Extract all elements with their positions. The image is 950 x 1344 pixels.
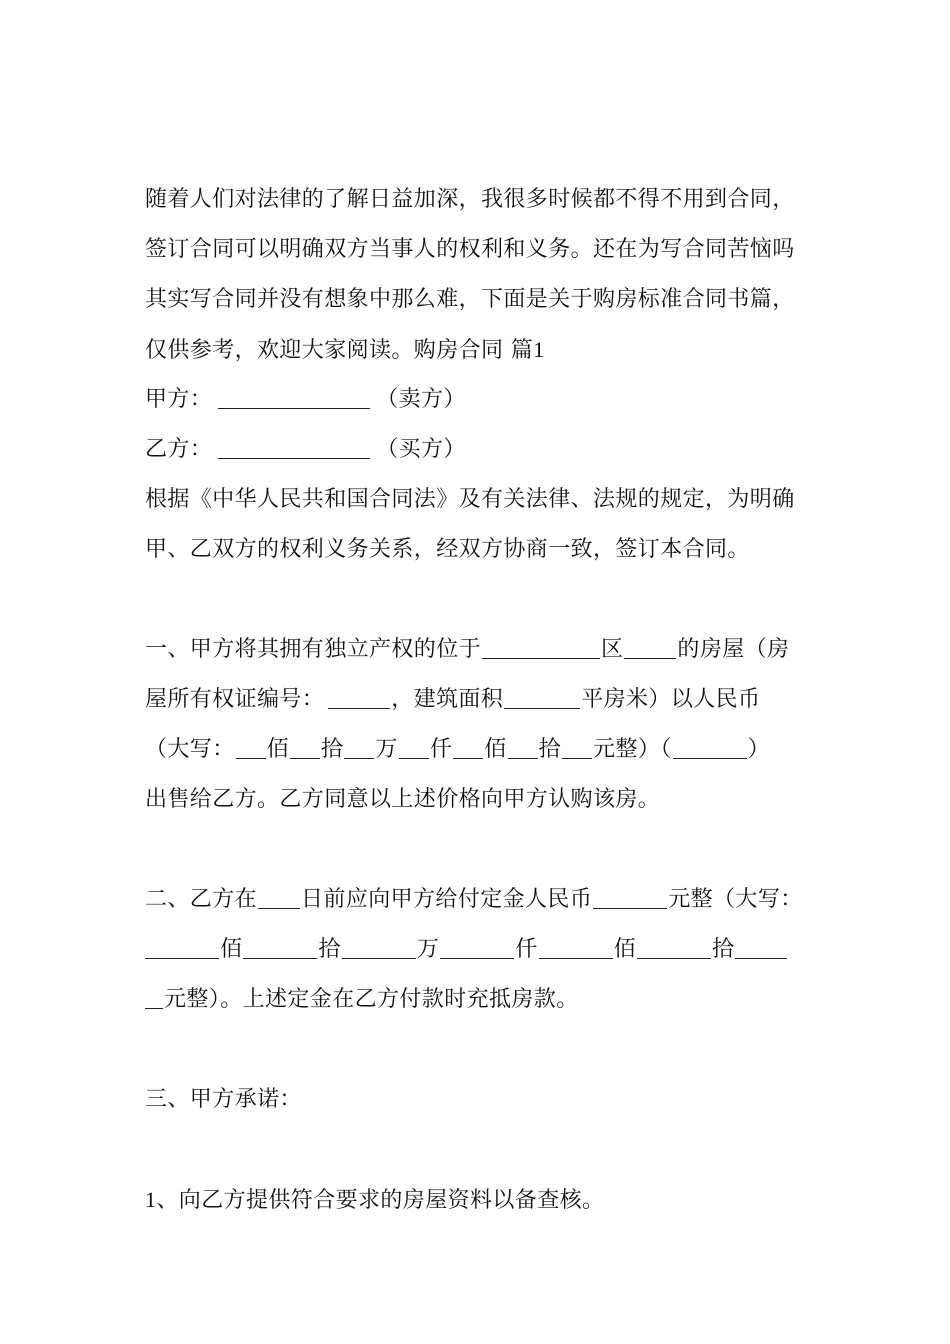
clause1-daxie-close: 元整）（	[593, 737, 672, 762]
preamble-line-1: 根据《中华人民共和国合同法》及有关法律、法规的规定，为明确	[145, 487, 795, 512]
blank-wan	[344, 736, 374, 759]
deposit-unit-shi2: 拾	[712, 937, 735, 962]
clause1-line-4: 出售给乙方。乙方同意以上述价格向甲方认购该房。	[145, 787, 661, 812]
cert-number-blank	[328, 686, 390, 709]
deposit-unit-wan: 万	[416, 937, 440, 962]
deposit-unit-bai2: 佰	[613, 937, 637, 962]
deposit-unit-bai1: 佰	[220, 937, 243, 962]
intro-line-1: 随着人们对法律的了解日益加深，我很多时候都不得不用到合同，	[145, 187, 795, 212]
intro-line-4	[145, 335, 815, 366]
deposit-blank-shi2	[637, 936, 711, 959]
unit-qian: 仟	[429, 737, 453, 762]
party-b-line	[145, 435, 815, 465]
clause1-line-2	[145, 685, 815, 715]
clause1-text-a: 一、甲方将其拥有独立产权的位于	[145, 637, 482, 662]
deposit-blank-bai1	[145, 936, 219, 959]
clause3-item-1-number: 1	[145, 1187, 157, 1212]
preamble-line-2: 甲、乙双方的权利义务关系，经双方协商一致，签订本合同。	[145, 537, 750, 562]
deposit-blank-yuan-a	[735, 936, 787, 959]
unit-bai1: 佰	[266, 737, 290, 762]
clause2-text-b: 日前应向甲方给付定金人民币	[301, 887, 593, 912]
clause1-price-label: 平房米）以人民币	[581, 687, 761, 712]
clause1-district: 区	[601, 637, 624, 662]
clause1-daxie-open: （大写：	[145, 737, 235, 762]
clause1-line-3	[145, 735, 815, 765]
clause1-line-1	[145, 635, 815, 665]
intro-line-4-text: 仅供参考，欢迎大家阅读。购房合同 篇	[145, 338, 534, 363]
clause3-item-1-text: 、向乙方提供符合要求的房屋资料以备查核。	[156, 1188, 605, 1213]
clause2-text-end: 元整）。上述定金在乙方付款时充抵房款。	[164, 987, 579, 1012]
clause1-cert-label: 屋所有权证编号：	[145, 687, 325, 712]
intro-line-3: 其实写合同并没有想象中那么难，下面是关于购房标准合同书篇，	[145, 287, 795, 312]
deposit-blank-qian	[440, 936, 514, 959]
party-a-role: （卖方）	[376, 387, 466, 412]
clause2-line-3	[145, 985, 815, 1015]
deposit-blank-shi1	[243, 936, 317, 959]
party-a-blank	[218, 386, 370, 409]
blank-bai1	[236, 736, 266, 759]
unit-bai2: 佰	[484, 737, 507, 762]
clause3-item-1	[145, 1185, 815, 1216]
article-number: 1	[533, 337, 545, 362]
date-blank	[258, 886, 300, 909]
area-blank	[504, 686, 580, 709]
district-blank	[624, 636, 676, 659]
party-b-role: （买方）	[376, 437, 466, 462]
party-a-line	[145, 385, 815, 415]
blank-qian	[399, 736, 429, 759]
blank-shi2	[508, 736, 538, 759]
unit-wan: 万	[375, 737, 398, 762]
clause2-line-2	[145, 935, 815, 965]
deposit-blank-wan	[342, 936, 416, 959]
blank-yuan	[562, 736, 592, 759]
amount-blank	[673, 736, 747, 759]
unit-shi2: 拾	[538, 737, 562, 762]
unit-shi1: 拾	[321, 737, 344, 762]
clause2-text-a: 二、乙方在	[145, 887, 258, 912]
intro-line-2: 签订合同可以明确双方当事人的权利和义务。还在为写合同苦恼吗	[145, 237, 795, 262]
blank-shi1	[290, 736, 320, 759]
location-blank	[482, 636, 600, 659]
clause3-heading: 三、甲方承诺：	[145, 1087, 302, 1112]
deposit-blank	[593, 886, 667, 909]
clause2-line-1	[145, 885, 815, 915]
clause2-text-c: 元整（大写：	[668, 887, 803, 912]
clause1-paren-close: ）	[747, 737, 771, 762]
clause1-text-c: 的房屋（房	[677, 637, 790, 662]
clause1-area-label: ，建筑面积	[391, 687, 504, 712]
party-a-label: 甲方：	[145, 387, 213, 412]
party-b-blank	[218, 436, 370, 459]
deposit-unit-shi1: 拾	[318, 937, 341, 962]
deposit-unit-qian: 仟	[515, 937, 538, 962]
blank-bai2	[453, 736, 483, 759]
deposit-blank-bai2	[539, 936, 613, 959]
party-b-label: 乙方：	[145, 437, 213, 462]
deposit-blank-yuan-b	[145, 986, 163, 1009]
